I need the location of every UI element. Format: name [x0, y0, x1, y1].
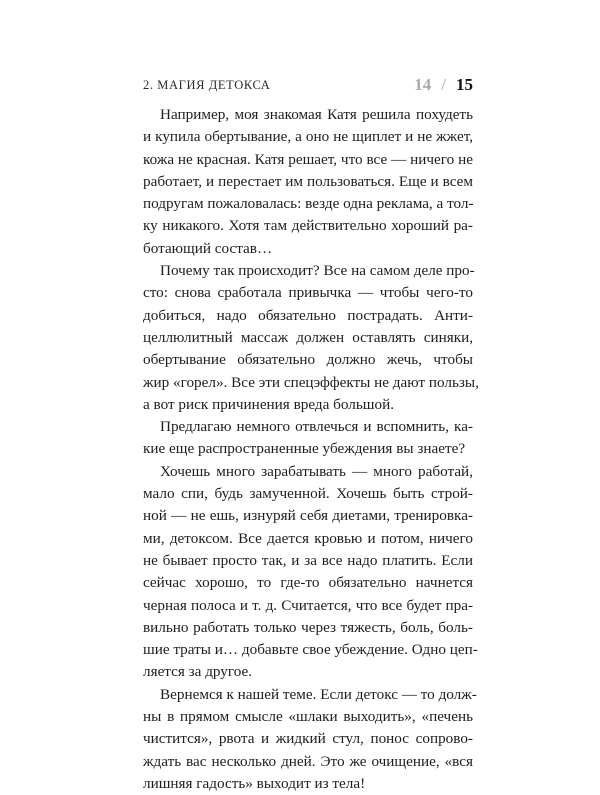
text-line: шие траты и… добавьте свое убеждение. Одно цеп- — [143, 641, 478, 659]
paragraph-1 — [143, 104, 473, 260]
text-line: жир «горел». Все эти спецэффекты не дают пользы, — [143, 373, 479, 391]
text-line: чистится», рвота и жидкий стул, понос сопрово- — [143, 730, 473, 748]
page-body — [143, 104, 479, 795]
text-line: кие еще распространенные убеждения вы знаете? — [143, 440, 466, 458]
page-numbers — [414, 75, 473, 95]
text-line: Почему так происходит? Все на самом деле про- — [160, 262, 475, 280]
text-line: ботающий состав… — [143, 239, 273, 257]
page-number-left: 14 — [414, 75, 432, 94]
text-line: Предлагаю немного отвлечься и вспомнить, ка- — [160, 418, 473, 436]
text-line: лишняя гадость» выходит из тела! — [143, 774, 366, 792]
running-header — [143, 75, 473, 97]
text-line: кожа не красная. Катя решает, что все — ничего не — [143, 150, 473, 168]
text-line: черная полоса и т. д. Считается, что все будет пра- — [143, 596, 473, 614]
text-line: Например, моя знакомая Катя решила похудеть — [160, 106, 473, 123]
text-line: вильно работать только через тяжесть, боль, боль- — [143, 618, 473, 636]
chapter-title: 2. МАГИЯ ДЕТОКСА — [143, 78, 271, 92]
text-line: работает, и перестает им пользоваться. Еще и всем — [143, 172, 473, 190]
text-line: сто: снова сработала привычка — чтобы чего-то — [143, 284, 473, 302]
text-line: ны в прямом смысле «шлаки выходить», «печень — [143, 708, 473, 726]
text-line: сейчас хорошо, то где-то обязательно начнется — [143, 574, 473, 592]
text-line: Хочешь много зарабатывать — много работай, — [160, 462, 473, 480]
paragraph-3 — [143, 416, 473, 461]
text-line: ляется за другое. — [143, 663, 253, 681]
text-line: ной — не ешь, изнуряй себя диетами, тренировка- — [143, 507, 473, 525]
page-number-right: 15 — [456, 75, 473, 94]
text-line: целлюлитный массаж должен оставлять синяки, — [143, 328, 473, 346]
text-line: подругам пожаловалась: везде одна реклама, а тол- — [143, 195, 474, 213]
text-line: добиться, надо обязательно пострадать. Анти- — [143, 306, 473, 324]
paragraph-2 — [143, 260, 479, 416]
text-line: Вернемся к нашей теме. Если детокс — то долж- — [160, 685, 477, 703]
text-line: обертывание обязательно должно жечь, чтобы — [143, 351, 473, 369]
text-line: ку никакого. Хотя там действительно хороший ра- — [143, 217, 473, 235]
text-line: ждать вас несколько дней. Это же очищение, «вся — [143, 752, 473, 770]
text-line: ми, детоксом. Все дается кровью и потом, ничего — [143, 529, 473, 547]
text-line: не бывает просто так, и за все надо платить. Если — [143, 551, 473, 569]
paragraph-4 — [143, 461, 478, 684]
text-line: мало спи, будь замученной. Хочешь быть строй- — [143, 485, 473, 503]
text-line: и купила обертывание, а оно не щиплет и не жжет, — [143, 128, 473, 146]
page-separator: / — [441, 75, 446, 94]
paragraph-5 — [143, 684, 477, 795]
text-line: а вот риск причинения вреда большой. — [143, 395, 395, 413]
